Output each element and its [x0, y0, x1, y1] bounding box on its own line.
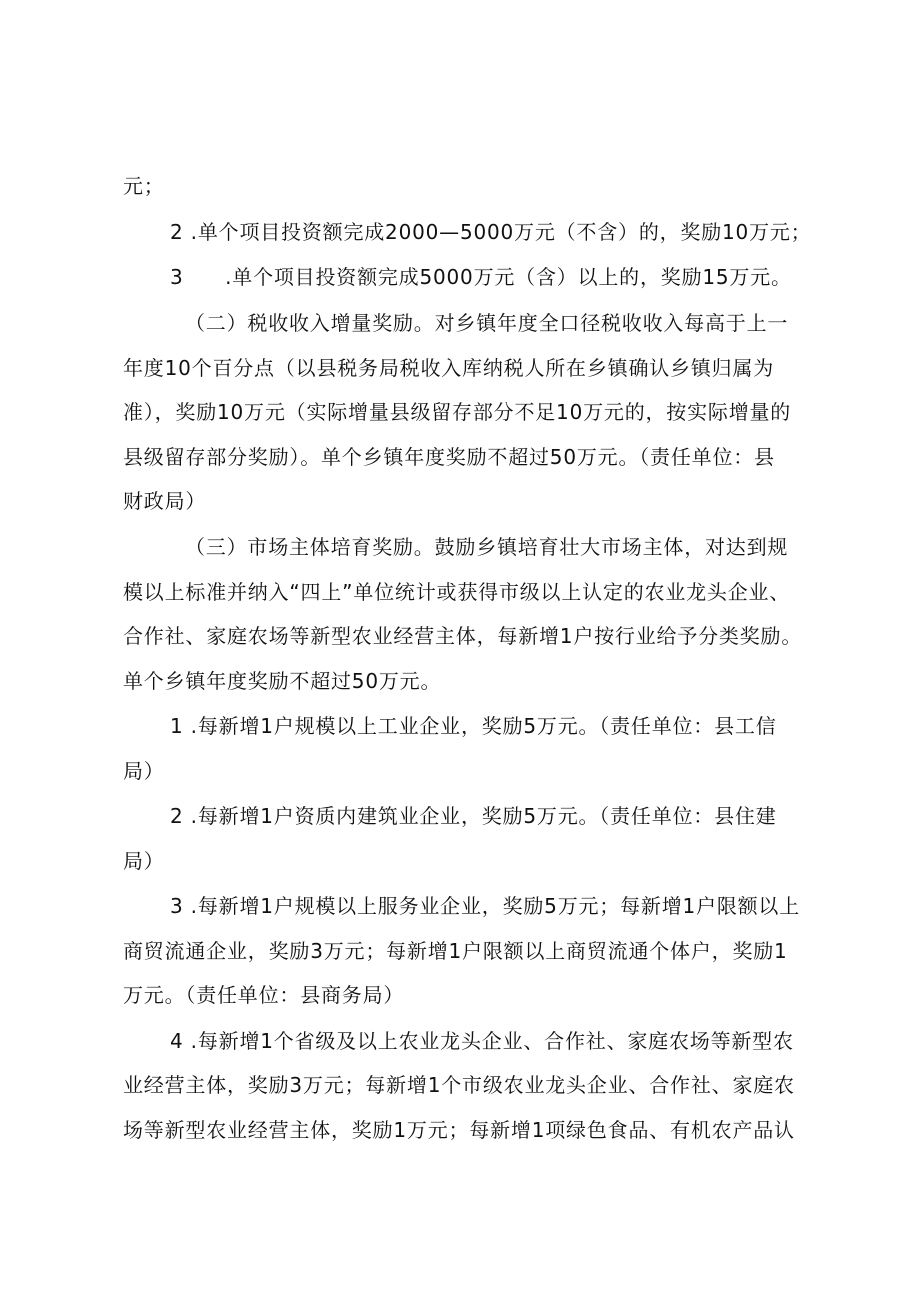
text-line: 1 .每新增1户规模以上工业企业，奖励5万元。（责任单位：县工信 — [170, 714, 777, 738]
text-line: 3 .每新增1户规模以上服务业企业，奖励5万元；每新增1户限额以上 — [170, 894, 801, 918]
text-line: 2 .每新增1户资质内建筑业企业，奖励5万元。（责任单位：县住建 — [170, 804, 777, 828]
text-line: 准），奖励10万元（实际增量县级留存部分不足10万元的，按实际增量的 — [123, 400, 792, 424]
text-line: （二）税收收入增量奖励。对乡镇年度全口径税收收入每高于上一 — [185, 311, 789, 335]
text-line: 财政局） — [123, 489, 207, 513]
text-line: 合作社、家庭农场等新型农业经营主体，每新增1户按行业给予分类奖励。 — [123, 624, 803, 648]
text-line: 局） — [123, 849, 165, 873]
text-line: 3 .单个项目投资额完成5000万元（含）以上的，奖励15万元。 — [170, 265, 792, 289]
text-line: 4 .每新增1个省级及以上农业龙头企业、合作社、家庭农场等新型农 — [170, 1029, 794, 1053]
text-line: 万元。（责任单位：县商务局） — [123, 983, 405, 1007]
text-line: 商贸流通企业，奖励3万元；每新增1户限额以上商贸流通个体户，奖励1 — [123, 939, 788, 963]
text-line: 年度10个百分点（以县税务局税收入库纳税人所在乡镇确认乡镇归属为 — [123, 356, 775, 380]
text-line: （三）市场主体培育奖励。鼓励乡镇培育壮大市场主体，对达到规 — [185, 535, 789, 559]
text-line: 单个乡镇年度奖励不超过50万元。 — [123, 669, 442, 693]
text-line: 业经营主体，奖励3万元；每新增1个市级农业龙头企业、合作社、家庭农 — [123, 1073, 795, 1097]
text-line: 元； — [123, 174, 165, 198]
text-line: 县级留存部分奖励）。单个乡镇年度奖励不超过50万元。（责任单位：县 — [123, 445, 775, 469]
text-line: 模以上标准并纳入“四上”单位统计或获得市级以上认定的农业龙头企业、 — [123, 580, 791, 604]
text-line: 场等新型农业经营主体，奖励1万元；每新增1项绿色食品、有机农产品认 — [123, 1118, 795, 1142]
text-line: 局） — [123, 759, 165, 783]
text-line: 2 .单个项目投资额完成2000—5000万元（不含）的，奖励10万元； — [170, 220, 812, 244]
